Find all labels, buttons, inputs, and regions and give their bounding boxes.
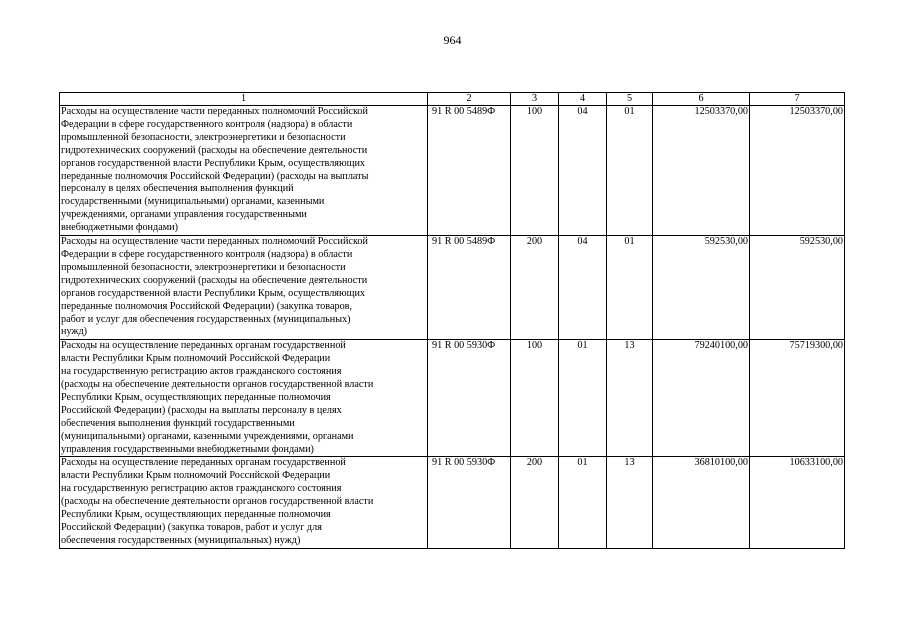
- expense-description: [60, 106, 428, 236]
- column-header-4: 4: [559, 93, 607, 106]
- description-line: Республики Крым, осуществляющих переданные полномочия: [61, 391, 331, 403]
- column-header-7: 7: [750, 93, 845, 106]
- description-line: органов государственной власти Республики Крым, осуществляющих: [61, 287, 365, 299]
- description-line: Республики Крым, осуществляющих переданные полномочия: [61, 509, 331, 521]
- description-line: переданные полномочия Российской Федерации) (расходы на выплаты: [61, 170, 369, 182]
- column-header-3: 3: [511, 93, 559, 106]
- description-line: Расходы на осуществление части переданных полномочий Российской: [61, 106, 368, 117]
- table-row: [60, 457, 845, 548]
- description-line: (расходы на обеспечение деятельности органов государственной власти: [61, 496, 374, 508]
- amount-column-6: 79240100,00: [653, 340, 750, 457]
- column-header-6: 6: [653, 93, 750, 106]
- description-line: учреждениями, органами управления государственными: [61, 209, 307, 221]
- amount-column-6: 592530,00: [653, 236, 750, 340]
- column-header-2: 2: [428, 93, 511, 106]
- expense-type-code: 200: [511, 236, 559, 340]
- description-line: обеспечения выполнения функций государственными: [61, 417, 295, 429]
- column-header-1: 1: [60, 93, 428, 106]
- description-line: промышленной безопасности, электроэнергетики и безопасности: [61, 131, 346, 143]
- target-article-code: 91 R 00 5489Ф: [428, 106, 511, 236]
- description-line: Расходы на осуществление переданных органам государственной: [61, 457, 346, 469]
- description-line: обеспечения государственных (муниципальных) нужд): [61, 534, 301, 546]
- description-line: Федерации в сфере государственного контроля (надзора) в области: [61, 248, 353, 260]
- description-line: на государственную регистрацию актов гражданского состояния: [61, 483, 342, 495]
- section-code: 04: [559, 106, 607, 236]
- column-header-5: 5: [607, 93, 653, 106]
- page-number: 964: [443, 33, 462, 47]
- description-line: власти Республики Крым полномочий Российской Федерации: [61, 470, 331, 482]
- amount-column-6: 12503370,00: [653, 106, 750, 236]
- description-line: персоналу в целях обеспечения выполнения функций: [61, 183, 294, 195]
- subsection-code: 13: [607, 457, 653, 548]
- description-line: нужд): [61, 326, 88, 338]
- budget-table: [59, 92, 845, 549]
- expense-description: [60, 457, 428, 548]
- description-line: внебюджетными фондами): [61, 222, 179, 234]
- description-line: Российской Федерации) (закупка товаров, работ и услуг для: [61, 522, 322, 533]
- amount-column-7: 592530,00: [750, 236, 845, 340]
- expense-description: [60, 340, 428, 457]
- subsection-code: 01: [607, 106, 653, 236]
- table-row: [60, 236, 845, 340]
- amount-column-7: 10633100,00: [750, 457, 845, 548]
- description-line: власти Республики Крым полномочий Российской Федерации: [61, 353, 331, 365]
- description-line: (расходы на обеспечение деятельности органов государственной власти: [61, 379, 374, 391]
- expense-description: [60, 236, 428, 340]
- amount-column-6: 36810100,00: [653, 457, 750, 548]
- column-number-row: [60, 93, 845, 106]
- amount-column-7: 75719300,00: [750, 340, 845, 457]
- expense-type-code: 100: [511, 106, 559, 236]
- description-line: Расходы на осуществление переданных органам государственной: [61, 340, 346, 352]
- target-article-code: 91 R 00 5930Ф: [428, 457, 511, 548]
- target-article-code: 91 R 00 5930Ф: [428, 340, 511, 457]
- description-line: на государственную регистрацию актов гражданского состояния: [61, 366, 342, 378]
- description-line: государственными (муниципальными) органами, казенными: [61, 196, 325, 208]
- description-line: работ и услуг для обеспечения государственных (муниципальных): [61, 313, 351, 325]
- description-line: промышленной безопасности, электроэнергетики и безопасности: [61, 261, 346, 273]
- description-line: гидротехнических сооружений (расходы на обеспечение деятельности: [61, 274, 368, 286]
- description-line: Федерации в сфере государственного контроля (надзора) в области: [61, 118, 353, 130]
- table-body: [60, 106, 845, 549]
- subsection-code: 01: [607, 236, 653, 340]
- description-line: управления государственными внебюджетными фондами): [61, 443, 314, 455]
- description-line: переданные полномочия Российской Федерации) (закупка товаров,: [61, 300, 353, 312]
- expense-type-code: 200: [511, 457, 559, 548]
- description-line: Расходы на осуществление части переданных полномочий Российской: [61, 236, 368, 248]
- expense-type-code: 100: [511, 340, 559, 457]
- section-code: 01: [559, 340, 607, 457]
- description-line: Российской Федерации) (расходы на выплаты персоналу в целях: [61, 404, 342, 416]
- table-row: [60, 106, 845, 236]
- description-line: гидротехнических сооружений (расходы на обеспечение деятельности: [61, 144, 368, 156]
- table-row: [60, 340, 845, 457]
- description-line: органов государственной власти Республики Крым, осуществляющих: [61, 157, 365, 169]
- section-code: 01: [559, 457, 607, 548]
- description-line: (муниципальными) органами, казенными учреждениями, органами: [61, 430, 354, 442]
- target-article-code: 91 R 00 5489Ф: [428, 236, 511, 340]
- amount-column-7: 12503370,00: [750, 106, 845, 236]
- section-code: 04: [559, 236, 607, 340]
- subsection-code: 13: [607, 340, 653, 457]
